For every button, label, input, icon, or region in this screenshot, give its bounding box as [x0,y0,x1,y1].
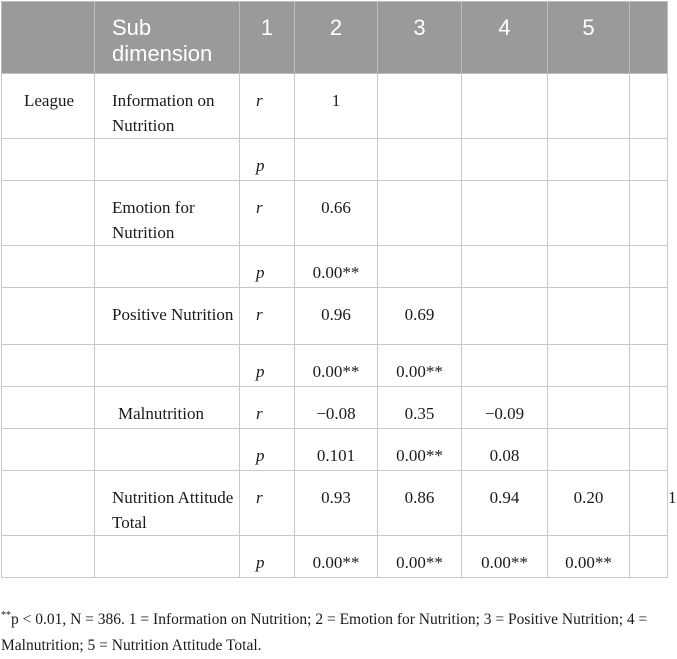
value-cell: 0.00** [295,536,378,578]
value-cell [548,139,630,181]
header-league [2,2,95,74]
footnote-text: p < 0.01, N = 386. 1 = Information on Nutrition; 2 = Emotion for Nutrition; 3 = Positive Nutrition; 4 = Malnutrition; 5 = Nutrition Attitude Total. [1,611,648,654]
table-row [2,345,668,387]
header-col-4: 4 [462,2,548,74]
value-cell [630,536,668,578]
header-col-1: 1 [240,2,295,74]
table-row [2,74,668,139]
header-col-3: 3 [378,2,462,74]
value-cell: 0.86 [378,471,462,536]
statistic-cell: r [240,387,295,429]
value-cell: 0.69 [378,288,462,345]
value-cell: 0.66 [295,181,378,246]
league-cell [2,387,95,429]
value-cell: 0.00** [378,429,462,471]
value-cell [630,387,668,429]
value-cell [630,288,668,345]
table-row [2,387,668,429]
table-row [2,181,668,246]
header-col-5: 5 [548,2,630,74]
value-cell [630,181,668,246]
value-cell: −0.08 [295,387,378,429]
value-cell [548,74,630,139]
table-row [2,288,668,345]
empty-cell [630,471,668,536]
value-cell: 0.35 [378,387,462,429]
sub-dimension-cell [95,139,240,181]
statistic-cell: p [240,345,295,387]
league-cell [2,471,95,536]
value-cell [630,139,668,181]
table-row [2,139,668,181]
value-cell: −0.09 [462,387,548,429]
league-cell [2,288,95,345]
value-cell [378,74,462,139]
value-cell [548,246,630,288]
value-cell [630,246,668,288]
value-cell [462,139,548,181]
table-row [2,246,668,288]
value-cell [462,74,548,139]
value-cell [630,74,668,139]
value-cell: 0.101 [295,429,378,471]
league-cell [2,345,95,387]
sub-dimension-cell: Information on Nutrition [95,74,240,139]
value-cell [295,139,378,181]
value-cell [548,345,630,387]
statistic-cell: p [240,429,295,471]
value-cell [378,246,462,288]
value-cell [462,288,548,345]
league-cell [2,181,95,246]
value-cell: 0.93 [295,471,378,536]
statistic-cell: r [240,471,295,536]
value-cell [548,288,630,345]
value-cell: 0.00** [462,536,548,578]
sub-dimension-cell [95,429,240,471]
value-cell [548,387,630,429]
value-cell: 0.00** [548,536,630,578]
header-col-extra [630,2,668,74]
statistic-cell: p [240,246,295,288]
value-cell: 0.96 [295,288,378,345]
value-cell [630,345,668,387]
value-cell: 0.00** [378,345,462,387]
league-cell: League [2,74,95,139]
statistic-cell: p [240,139,295,181]
value-cell: 0.00** [295,246,378,288]
sub-dimension-cell: Emotion for Nutrition [95,181,240,246]
sub-dimension-cell: Nutrition Attitude Total [95,471,240,536]
value-cell [630,429,668,471]
value-cell [378,181,462,246]
sub-dimension-cell [95,246,240,288]
league-cell [2,536,95,578]
statistic-cell: r [240,74,295,139]
statistic-cell: r [240,181,295,246]
correlation-table [1,1,677,578]
league-cell [2,429,95,471]
statistic-cell: p [240,536,295,578]
header-col-2: 2 [295,2,378,74]
value-cell: 0.94 [462,471,548,536]
value-cell: 0.20 [548,471,630,536]
table-row: Nutrition Attitude Total r 0.93 0.86 0.94 0.20 1 [2,471,668,536]
table-row [2,536,668,578]
header-sub-dimension: Sub dimension [95,2,240,74]
value-cell: 1 [295,74,378,139]
header-row [2,2,668,74]
value-cell [462,246,548,288]
sub-dimension-cell [95,345,240,387]
value-cell [462,181,548,246]
value-cell: 0.00** [295,345,378,387]
league-cell [2,246,95,288]
value-cell: 0.08 [462,429,548,471]
sub-dimension-cell: Malnutrition [95,387,240,429]
footnote-marker: ** [1,609,11,621]
value-cell [548,429,630,471]
table-row [2,429,668,471]
value-cell [378,139,462,181]
statistic-cell: r [240,288,295,345]
value-cell: 0.00** [378,536,462,578]
value-cell [548,181,630,246]
sub-dimension-cell [95,536,240,578]
value-cell [462,345,548,387]
league-cell [2,139,95,181]
table-footnote [1,607,671,659]
sub-dimension-cell: Positive Nutrition [95,288,240,345]
